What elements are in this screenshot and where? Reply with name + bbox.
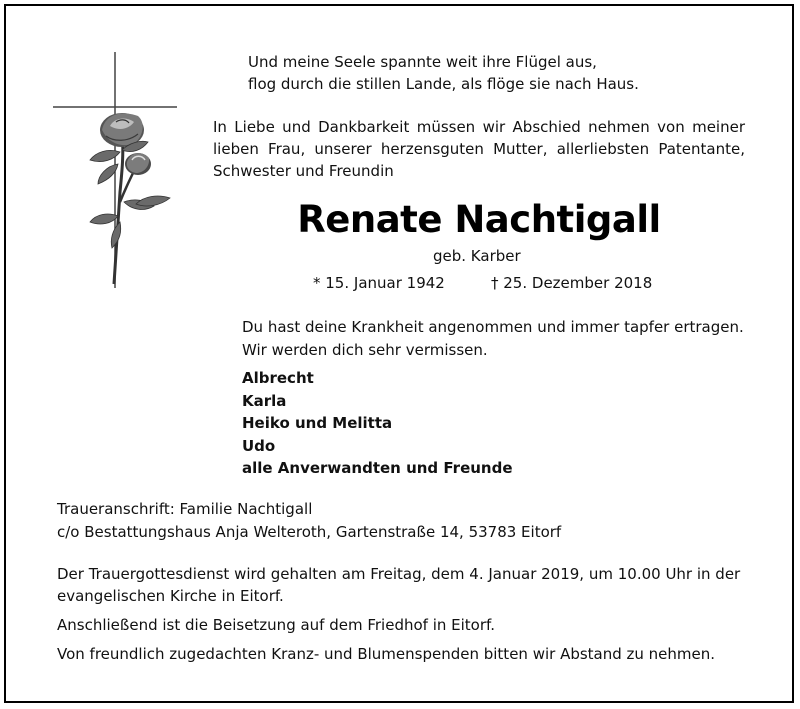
poem-line: Und meine Seele spannte weit ihre Flügel aus, [248, 53, 597, 71]
mourner: Albrecht [242, 369, 314, 387]
birth-name: geb. Karber [433, 247, 521, 265]
deceased-name: Renate Nachtigall [297, 198, 661, 241]
quote-line: Du hast deine Krankheit angenommen und immer tapfer ertragen. [242, 318, 744, 336]
cross-with-rose-icon [50, 52, 180, 292]
mourners-list [242, 367, 513, 480]
flowers-note: Von freundlich zugedachten Kranz- und Blumenspenden bitten wir Abstand zu nehmen. [57, 645, 716, 663]
poem [248, 51, 639, 95]
death-date: † 25. Dezember 2018 [491, 274, 653, 292]
intro-text: In Liebe und Dankbarkeit müssen wir Abschied nehmen von meiner lieben Frau, unserer herzensguten Mutter, allerliebsten Patentante, Schwester und Freundin [213, 118, 745, 180]
farewell-quote [242, 316, 744, 362]
mourner: Heiko und Melitta [242, 414, 393, 432]
service-info: Der Trauergottesdienst wird gehalten am Freitag, dem 4. Januar 2019, um 10.00 Uhr in der evangelischen Kirche in Eitorf. [57, 565, 741, 605]
burial-info: Anschließend ist die Beisetzung auf dem Friedhof in Eitorf. [57, 616, 495, 634]
mourner: Karla [242, 391, 287, 410]
mourning-address [57, 498, 561, 544]
address-line: Traueranschrift: Familie Nachtigall [57, 500, 313, 518]
poem-line: flog durch die stillen Lande, als flöge sie nach Haus. [248, 75, 639, 93]
birth-date: * 15. Januar 1942 [313, 274, 445, 292]
mourner: alle Anverwandten und Freunde [242, 459, 513, 477]
address-line: c/o Bestattungshaus Anja Welteroth, Gartenstraße 14, 53783 Eitorf [57, 523, 562, 541]
quote-line: Wir werden dich sehr vermissen. [242, 341, 488, 359]
mourner: Udo [242, 436, 276, 455]
